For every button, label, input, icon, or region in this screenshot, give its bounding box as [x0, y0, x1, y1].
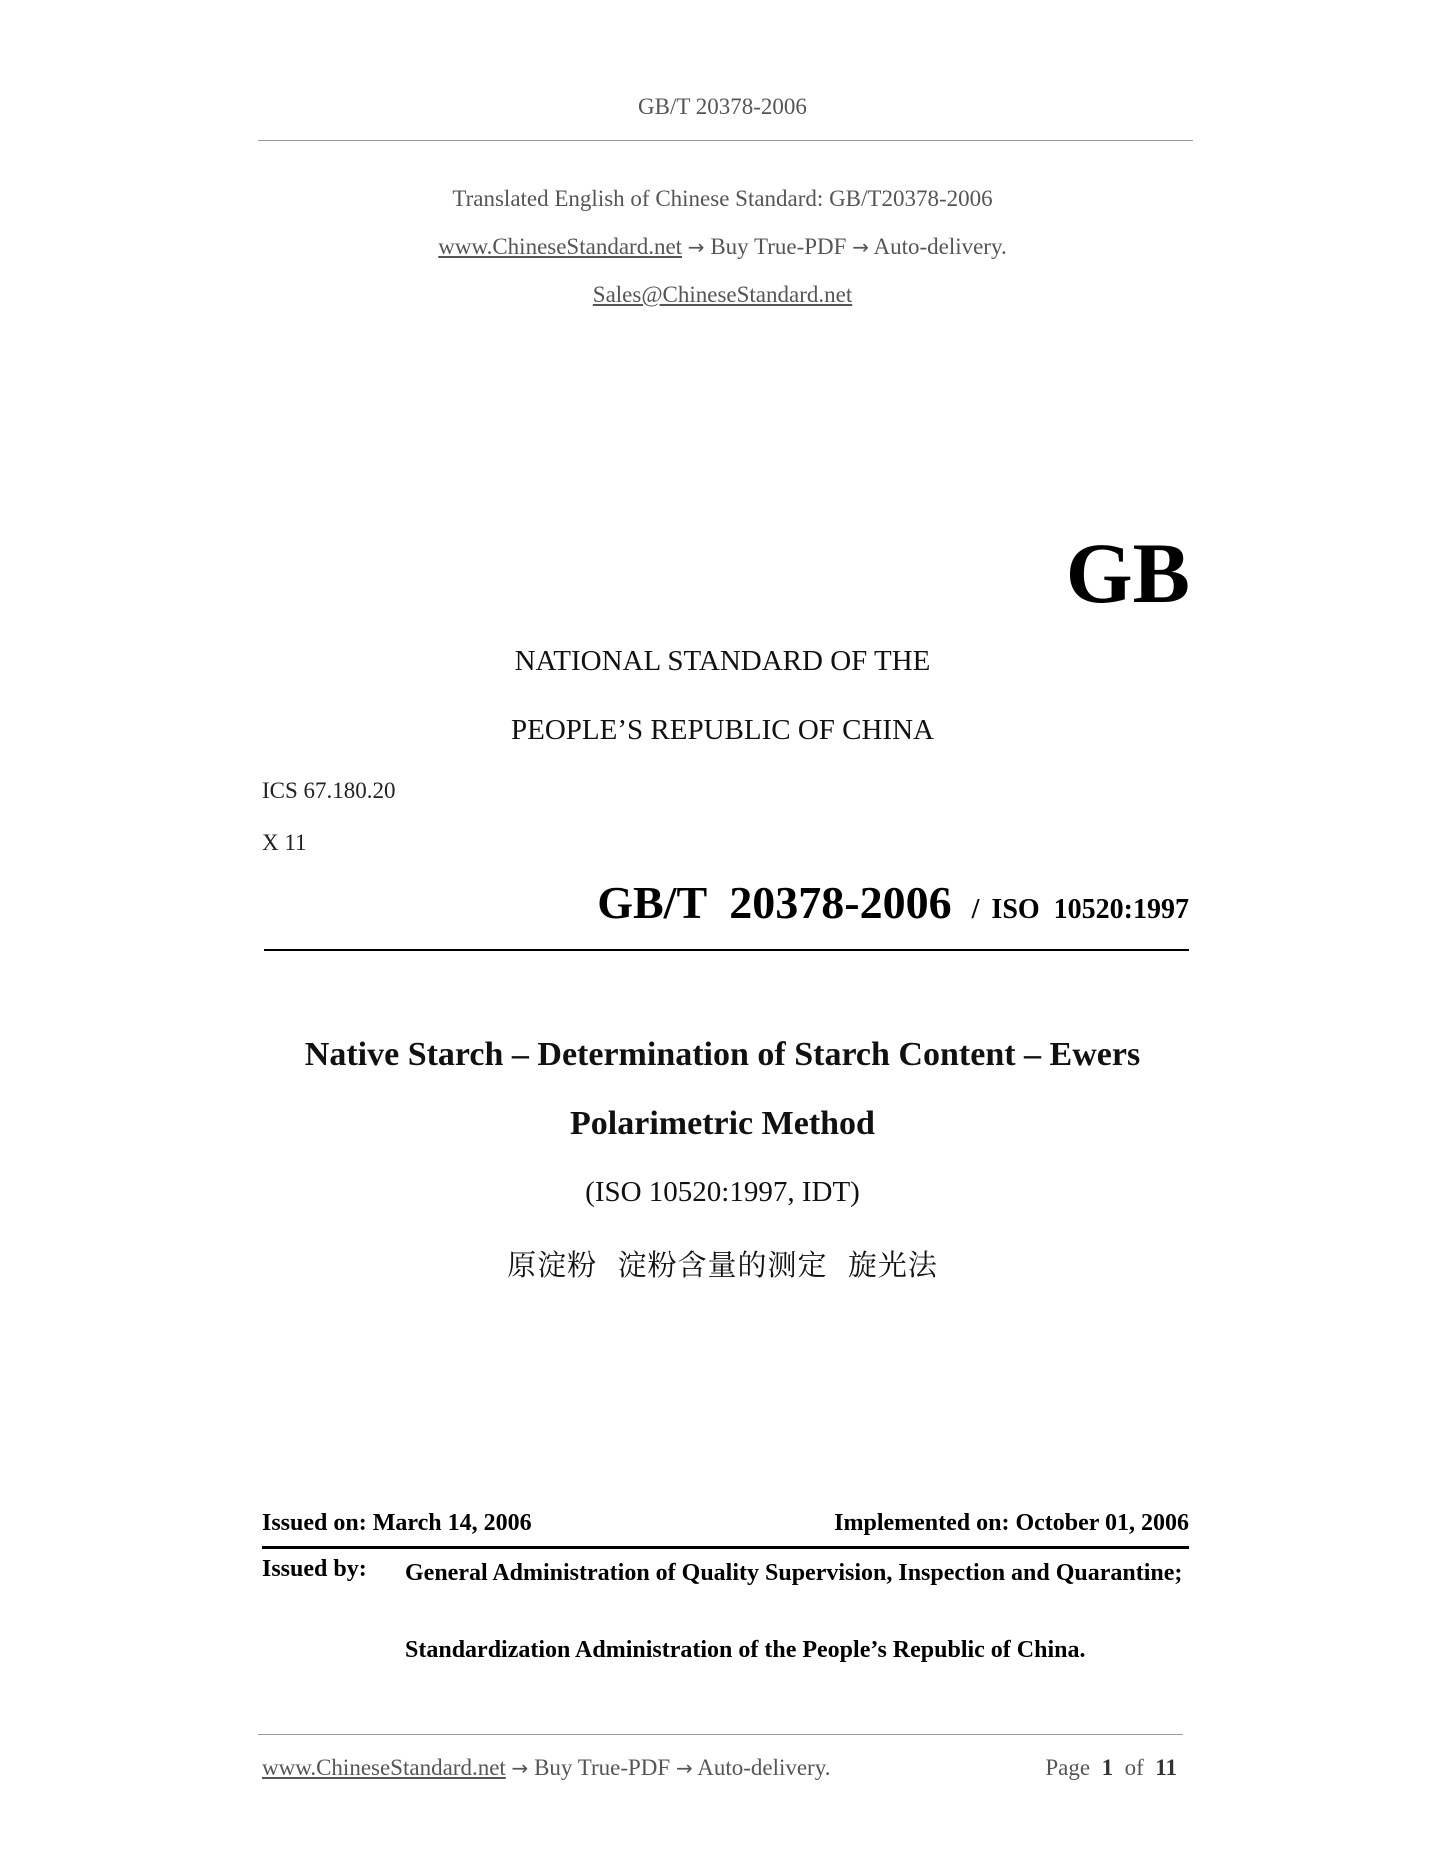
national-standard-line-2: PEOPLE’S REPUBLIC OF CHINA [511, 714, 934, 746]
sales-email-link[interactable]: Sales@ChineseStandard.net [592, 282, 853, 307]
arrow-right-icon: → [675, 1756, 693, 1780]
footer-purchase-line [262, 1755, 830, 1781]
issuer-1: General Administration of Quality Supervision, Inspection and Quarantine; [405, 1560, 1183, 1586]
page-total: 11 [1155, 1755, 1177, 1780]
footer-delivery-text: Auto-delivery. [697, 1755, 831, 1780]
gb-number: GB/T 20378-2006 [597, 877, 952, 928]
page-label: Page [1045, 1755, 1091, 1780]
arrow-right-icon: → [511, 1756, 529, 1780]
issuer-2: Standardization Administration of the People’s Republic of China. [405, 1637, 1086, 1663]
classification-code: X 11 [262, 830, 307, 855]
standard-number-rule [264, 949, 1189, 951]
page-indicator [1045, 1755, 1177, 1781]
footer-site-link[interactable]: www.ChineseStandard.net [262, 1755, 506, 1780]
page-of: of [1124, 1755, 1144, 1780]
auto-delivery-text: Auto-delivery. [873, 234, 1007, 259]
chinese-title: 原淀粉 淀粉含量的测定 旋光法 [507, 1248, 938, 1282]
ics-code: ICS 67.180.20 [262, 778, 396, 803]
buy-true-pdf-text: Buy True-PDF [710, 234, 847, 259]
gb-mark: GB [1065, 525, 1190, 621]
implemented-on: Implemented on: October 01, 2006 [834, 1510, 1189, 1536]
running-header: GB/T 20378-2006 [638, 94, 807, 119]
issue-rule [262, 1546, 1189, 1549]
site-link[interactable]: www.ChineseStandard.net [438, 234, 683, 259]
arrow-right-icon: → [852, 235, 869, 259]
iso-equivalence: (ISO 10520:1997, IDT) [585, 1176, 860, 1208]
email-line [0, 282, 1445, 308]
issue-dates [262, 1510, 1189, 1537]
document-title-line-1: Native Starch – Determination of Starch Content – Ewers [304, 1036, 1141, 1073]
footer-buy-text: Buy True-PDF [534, 1755, 671, 1780]
page-current: 1 [1101, 1755, 1114, 1780]
issued-on: Issued on: March 14, 2006 [262, 1510, 532, 1536]
document-title-line-2: Polarimetric Method [570, 1105, 875, 1142]
iso-number: ISO 10520:1997 [991, 894, 1189, 925]
translation-notice: Translated English of Chinese Standard: GB/T20378-2006 [452, 186, 993, 211]
national-standard-line-1: NATIONAL STANDARD OF THE [514, 645, 931, 677]
standard-number [597, 876, 1189, 929]
issued-by-label: Issued by: [262, 1556, 367, 1582]
purchase-line [0, 234, 1445, 260]
arrow-right-icon: → [687, 235, 705, 259]
number-separator: / [971, 894, 980, 925]
header-divider [258, 140, 1193, 141]
footer-divider [258, 1734, 1183, 1735]
